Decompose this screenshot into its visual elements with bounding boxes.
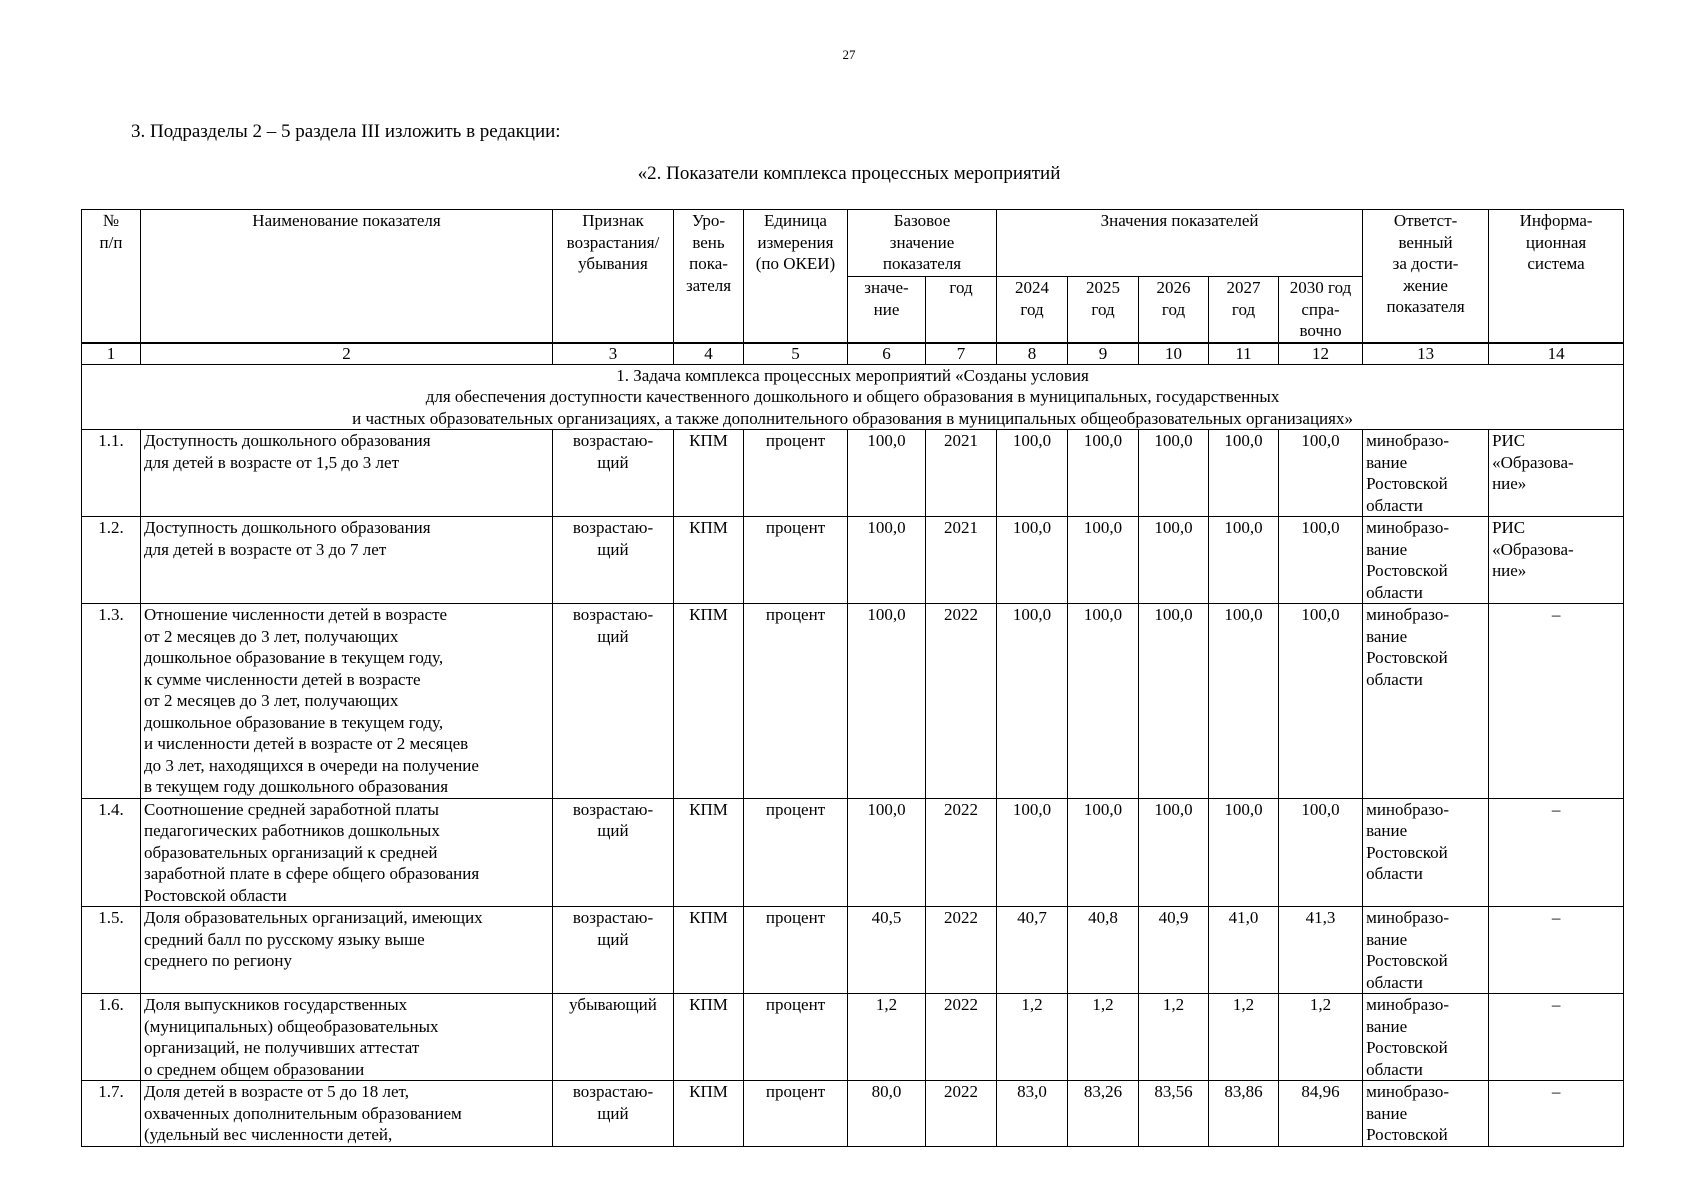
row-number: 1.2.	[82, 517, 141, 604]
value-2025: 40,8	[1068, 907, 1139, 994]
section-title-line: для обеспечения доступности качественного дошкольного и общего образования в муниципальных, государственных	[425, 387, 1280, 406]
text-line: вочно	[1299, 321, 1342, 340]
text-line: Ростовской	[1366, 1038, 1448, 1057]
value-2027: 41,0	[1209, 907, 1279, 994]
text-line: области	[1366, 495, 1423, 515]
table-row	[82, 517, 1624, 604]
text-line: области	[1366, 1059, 1423, 1079]
section-title-line: 1. Задача комплекса процессных мероприятий «Созданы условия	[616, 365, 1089, 385]
text-line: пока-	[689, 254, 728, 273]
value-2026: 83,56	[1139, 1081, 1209, 1147]
table-row	[82, 994, 1624, 1081]
text-line: РИС	[1492, 431, 1526, 450]
text-line: щий	[597, 1103, 629, 1123]
intro-text: 3. Подразделы 2 – 5 раздела III изложить в редакции:	[131, 121, 561, 142]
value-2026: 40,9	[1139, 907, 1209, 994]
value-2030: 84,96	[1279, 1081, 1363, 1147]
column-number: 7	[926, 343, 997, 365]
header-sign	[553, 210, 674, 343]
text-line: минобразо-	[1366, 799, 1449, 819]
value-2030: 1,2	[1279, 994, 1363, 1081]
value-2025: 100,0	[1068, 430, 1139, 517]
indicator-name	[141, 430, 553, 517]
text-line: возрастаю-	[572, 605, 654, 624]
text-line: показателя	[1386, 297, 1465, 316]
text-line: –	[1551, 799, 1561, 819]
indicator-unit: процент	[744, 798, 848, 907]
text-line: ние	[873, 299, 900, 319]
text-line: (удельный вес численности детей,	[144, 1125, 393, 1144]
text-line: области	[1366, 582, 1423, 602]
text-line: зателя	[685, 275, 732, 295]
value-2030: 41,3	[1279, 907, 1363, 994]
base-value: 100,0	[848, 604, 926, 799]
indicator-name	[141, 798, 553, 907]
value-2027: 100,0	[1209, 798, 1279, 907]
value-2027: 1,2	[1209, 994, 1279, 1081]
text-line: спра-	[1301, 299, 1340, 319]
value-2024: 100,0	[997, 798, 1068, 907]
base-value: 100,0	[848, 430, 926, 517]
text-line: убывания	[578, 254, 648, 273]
text-line: год	[1020, 299, 1044, 319]
indicator-name	[141, 1081, 553, 1147]
value-2027: 83,86	[1209, 1081, 1279, 1147]
text-line: минобразо-	[1366, 518, 1449, 537]
responsible-body	[1363, 517, 1489, 604]
text-line: №	[102, 211, 120, 230]
text-line: Единица	[764, 211, 827, 230]
text-line: Ростовской	[1366, 561, 1448, 580]
column-number: 4	[674, 343, 744, 365]
text-line: возрастаю-	[572, 908, 654, 927]
text-line: РИС	[1492, 518, 1526, 537]
text-line: щий	[597, 539, 629, 559]
value-2030: 100,0	[1279, 517, 1363, 604]
text-line: убывающий	[569, 995, 657, 1014]
text-line: 2024	[1015, 278, 1049, 297]
text-line: для детей в возрасте от 3 до 7 лет	[144, 539, 387, 559]
indicator-level: КПМ	[674, 798, 744, 907]
responsible-body	[1363, 907, 1489, 994]
text-line: минобразо-	[1366, 995, 1449, 1014]
text-line: Ростовской области	[144, 885, 287, 905]
value-2024: 100,0	[997, 517, 1068, 604]
info-system	[1489, 798, 1624, 907]
row-number: 1.3.	[82, 604, 141, 799]
table-header	[82, 210, 1624, 343]
text-line: вание	[1366, 626, 1408, 646]
text-line: щий	[597, 929, 629, 949]
text-line: Ростовской	[1366, 1125, 1448, 1144]
indicator-unit: процент	[744, 1081, 848, 1147]
row-number: 1.7.	[82, 1081, 141, 1147]
header-responsible	[1363, 210, 1489, 343]
info-system	[1489, 517, 1624, 604]
column-number: 3	[553, 343, 674, 365]
text-line: вание	[1366, 1103, 1408, 1123]
text-line: Ростовской	[1366, 842, 1448, 862]
text-line: к сумме численности детей в возрасте	[144, 669, 421, 689]
value-2027: 100,0	[1209, 430, 1279, 517]
column-number: 5	[744, 343, 848, 365]
text-line: минобразо-	[1366, 908, 1449, 927]
info-system	[1489, 907, 1624, 994]
section-title	[82, 364, 1624, 430]
text-line: Ростовской	[1366, 951, 1448, 970]
responsible-body	[1363, 994, 1489, 1081]
base-value: 100,0	[848, 798, 926, 907]
indicator-level: КПМ	[674, 994, 744, 1081]
table-row	[82, 798, 1624, 907]
value-2026: 100,0	[1139, 798, 1209, 907]
section-title-line: и частных образовательных организациях, а также дополнительного образования в муниципальных общеобразовательных организациях»	[352, 408, 1353, 428]
text-line: области	[1366, 972, 1423, 992]
responsible-body	[1363, 604, 1489, 799]
table-row	[82, 907, 1624, 994]
value-2027: 100,0	[1209, 604, 1279, 799]
value-2024: 40,7	[997, 907, 1068, 994]
text-line: от 2 месяцев до 3 лет, получающих	[144, 691, 399, 710]
text-line: Признак	[582, 211, 644, 230]
table-title: «2. Показатели комплекса процессных мероприятий	[637, 163, 1061, 184]
text-line: за дости-	[1392, 254, 1459, 273]
value-2025: 100,0	[1068, 517, 1139, 604]
column-number: 8	[997, 343, 1068, 365]
header-2025	[1068, 277, 1139, 343]
text-line: п/п	[99, 232, 123, 252]
indicator-sign	[553, 517, 674, 604]
text-line: организаций, не получивших аттестат	[144, 1038, 420, 1057]
header-base-value	[848, 277, 926, 343]
column-number: 12	[1279, 343, 1363, 365]
value-2026: 1,2	[1139, 994, 1209, 1081]
text-line: о среднем общем образовании	[144, 1059, 365, 1079]
value-2025: 100,0	[1068, 604, 1139, 799]
text-line: возрастания/	[566, 232, 660, 252]
column-number: 11	[1209, 343, 1279, 365]
header-2024	[997, 277, 1068, 343]
base-year: 2021	[926, 517, 997, 604]
value-2030: 100,0	[1279, 430, 1363, 517]
text-line: год	[1161, 299, 1186, 319]
text-line: показателя	[882, 254, 962, 273]
indicator-name	[141, 994, 553, 1081]
base-year: 2022	[926, 604, 997, 799]
row-number: 1.1.	[82, 430, 141, 517]
section-row	[82, 364, 1624, 430]
header-name: Наименование показателя	[141, 210, 553, 343]
header-level	[674, 210, 744, 343]
text-line: –	[1551, 605, 1561, 624]
text-line: минобразо-	[1366, 605, 1449, 624]
column-numbers-row	[82, 343, 1624, 365]
column-number: 6	[848, 343, 926, 365]
row-number: 1.5.	[82, 907, 141, 994]
indicator-unit: процент	[744, 430, 848, 517]
text-line: Соотношение средней заработной платы	[144, 799, 439, 819]
info-system	[1489, 430, 1624, 517]
header-2026	[1139, 277, 1209, 343]
text-line: Ростовской	[1366, 474, 1448, 493]
text-line: охваченных дополнительным образованием	[144, 1103, 462, 1123]
text-line: значение	[889, 232, 955, 252]
text-line: Доступность дошкольного образования	[144, 518, 431, 537]
indicator-sign	[553, 994, 674, 1081]
indicator-unit: процент	[744, 907, 848, 994]
text-line: дошкольное образование в текущем году,	[144, 648, 444, 667]
indicator-level: КПМ	[674, 907, 744, 994]
value-2024: 100,0	[997, 430, 1068, 517]
text-line: «Образова-	[1492, 539, 1574, 559]
text-line: педагогических работников дошкольных	[144, 821, 440, 840]
table-row	[82, 604, 1624, 799]
text-line: вень	[692, 232, 725, 252]
table-body	[82, 343, 1624, 1147]
text-line: области	[1366, 864, 1423, 883]
base-value: 1,2	[848, 994, 926, 1081]
text-line: 2027	[1226, 278, 1261, 297]
text-line: Ростовской	[1366, 648, 1448, 667]
text-line: и численности детей в возрасте от 2 месяцев	[144, 734, 469, 753]
header-info	[1489, 210, 1624, 343]
value-2024: 100,0	[997, 604, 1068, 799]
base-year: 2021	[926, 430, 997, 517]
text-line: минобразо-	[1366, 1082, 1449, 1101]
indicator-level: КПМ	[674, 430, 744, 517]
text-line: для детей в возрасте от 1,5 до 3 лет	[144, 452, 399, 472]
text-line: ние»	[1492, 561, 1527, 580]
text-line: ционная	[1525, 232, 1587, 252]
base-year: 2022	[926, 994, 997, 1081]
value-2027: 100,0	[1209, 517, 1279, 604]
info-system	[1489, 604, 1624, 799]
row-number: 1.4.	[82, 798, 141, 907]
header-unit	[744, 210, 848, 343]
base-year: 2022	[926, 907, 997, 994]
header-base	[848, 210, 997, 277]
table-row	[82, 1081, 1624, 1147]
text-line: Доступность дошкольного образования	[144, 431, 431, 450]
text-line: щий	[597, 821, 629, 840]
text-line: Доля детей в возрасте от 5 до 18 лет,	[144, 1082, 409, 1101]
text-line: Уро-	[691, 211, 726, 230]
indicator-unit: процент	[744, 604, 848, 799]
text-line: Доля выпускников государственных	[144, 995, 408, 1014]
text-line: щий	[597, 626, 629, 646]
text-line: среднего по региону	[144, 951, 293, 970]
text-line: области	[1366, 669, 1423, 689]
column-number: 2	[141, 343, 553, 365]
column-number: 14	[1489, 343, 1624, 365]
text-line: Доля образовательных организаций, имеющих	[144, 908, 483, 927]
value-2024: 83,0	[997, 1081, 1068, 1147]
header-2027	[1209, 277, 1279, 343]
text-line: Ответст-	[1393, 211, 1458, 230]
value-2026: 100,0	[1139, 517, 1209, 604]
text-line: от 2 месяцев до 3 лет, получающих	[144, 626, 399, 646]
text-line: –	[1551, 1082, 1561, 1101]
text-line: значе-	[864, 278, 909, 297]
text-line: (муниципальных) общеобразовательных	[144, 1016, 439, 1036]
responsible-body	[1363, 430, 1489, 517]
text-line: щий	[597, 452, 629, 472]
indicator-level: КПМ	[674, 604, 744, 799]
column-number: 10	[1139, 343, 1209, 365]
responsible-body	[1363, 798, 1489, 907]
header-values: Значения показателей	[997, 210, 1363, 277]
header-2030	[1279, 277, 1363, 343]
text-line: «Образова-	[1492, 452, 1574, 472]
text-line: –	[1551, 908, 1561, 927]
text-line: вание	[1366, 452, 1408, 472]
text-line: вание	[1366, 929, 1408, 949]
base-value: 40,5	[848, 907, 926, 994]
text-line: возрастаю-	[572, 799, 654, 819]
base-value: 100,0	[848, 517, 926, 604]
value-2025: 83,26	[1068, 1081, 1139, 1147]
text-line: жение	[1403, 275, 1448, 295]
text-line: Информа-	[1519, 211, 1593, 230]
value-2026: 100,0	[1139, 430, 1209, 517]
indicator-sign	[553, 798, 674, 907]
indicator-sign	[553, 907, 674, 994]
text-line: заработной плате в сфере общего образования	[144, 864, 480, 883]
text-line: год	[1091, 299, 1115, 319]
text-line: 2025	[1086, 278, 1120, 297]
value-2025: 1,2	[1068, 994, 1139, 1081]
responsible-body	[1363, 1081, 1489, 1147]
column-number: 1	[82, 343, 141, 365]
text-line: средний балл по русскому языку выше	[144, 929, 425, 949]
text-line: вание	[1366, 1016, 1408, 1036]
header-num	[82, 210, 141, 343]
indicators-table	[81, 209, 1624, 1147]
text-line: (по ОКЕИ)	[755, 254, 836, 273]
text-line: вание	[1366, 821, 1408, 840]
page-number: 27	[842, 47, 856, 62]
text-line: система	[1527, 254, 1585, 273]
text-line: измерения	[757, 232, 834, 252]
text-line: образовательных организаций к средней	[144, 842, 438, 862]
text-line: 2026	[1156, 278, 1191, 297]
indicator-level: КПМ	[674, 1081, 744, 1147]
indicator-sign	[553, 604, 674, 799]
base-year: 2022	[926, 1081, 997, 1147]
text-line: до 3 лет, находящихся в очереди на получение	[144, 755, 479, 775]
value-2026: 100,0	[1139, 604, 1209, 799]
text-line: –	[1551, 995, 1561, 1014]
text-line: в текущем году дошкольного образования	[144, 777, 449, 796]
indicator-level: КПМ	[674, 517, 744, 604]
base-year: 2022	[926, 798, 997, 907]
value-2030: 100,0	[1279, 798, 1363, 907]
text-line: возрастаю-	[572, 518, 654, 537]
text-line: ние»	[1492, 474, 1527, 493]
text-line: дошкольное образование в текущем году,	[144, 712, 444, 732]
value-2024: 1,2	[997, 994, 1068, 1081]
indicator-sign	[553, 1081, 674, 1147]
indicator-name	[141, 604, 553, 799]
text-line: 2030 год	[1289, 278, 1352, 297]
header-base-year: год	[926, 277, 997, 343]
info-system	[1489, 1081, 1624, 1147]
value-2025: 100,0	[1068, 798, 1139, 907]
text-line: вание	[1366, 539, 1408, 559]
base-value: 80,0	[848, 1081, 926, 1147]
indicator-sign	[553, 430, 674, 517]
value-2030: 100,0	[1279, 604, 1363, 799]
row-number: 1.6.	[82, 994, 141, 1081]
text-line: возрастаю-	[572, 1082, 654, 1101]
info-system	[1489, 994, 1624, 1081]
text-line: год	[1231, 299, 1256, 319]
indicator-name	[141, 907, 553, 994]
indicator-unit: процент	[744, 517, 848, 604]
indicator-unit: процент	[744, 994, 848, 1081]
text-line: Базовое	[893, 211, 951, 230]
text-line: Отношение численности детей в возрасте	[144, 605, 448, 624]
table-row	[82, 430, 1624, 517]
indicator-name	[141, 517, 553, 604]
text-line: минобразо-	[1366, 431, 1449, 450]
column-number: 13	[1363, 343, 1489, 365]
column-number: 9	[1068, 343, 1139, 365]
text-line: возрастаю-	[572, 431, 654, 450]
text-line: венный	[1398, 232, 1453, 252]
